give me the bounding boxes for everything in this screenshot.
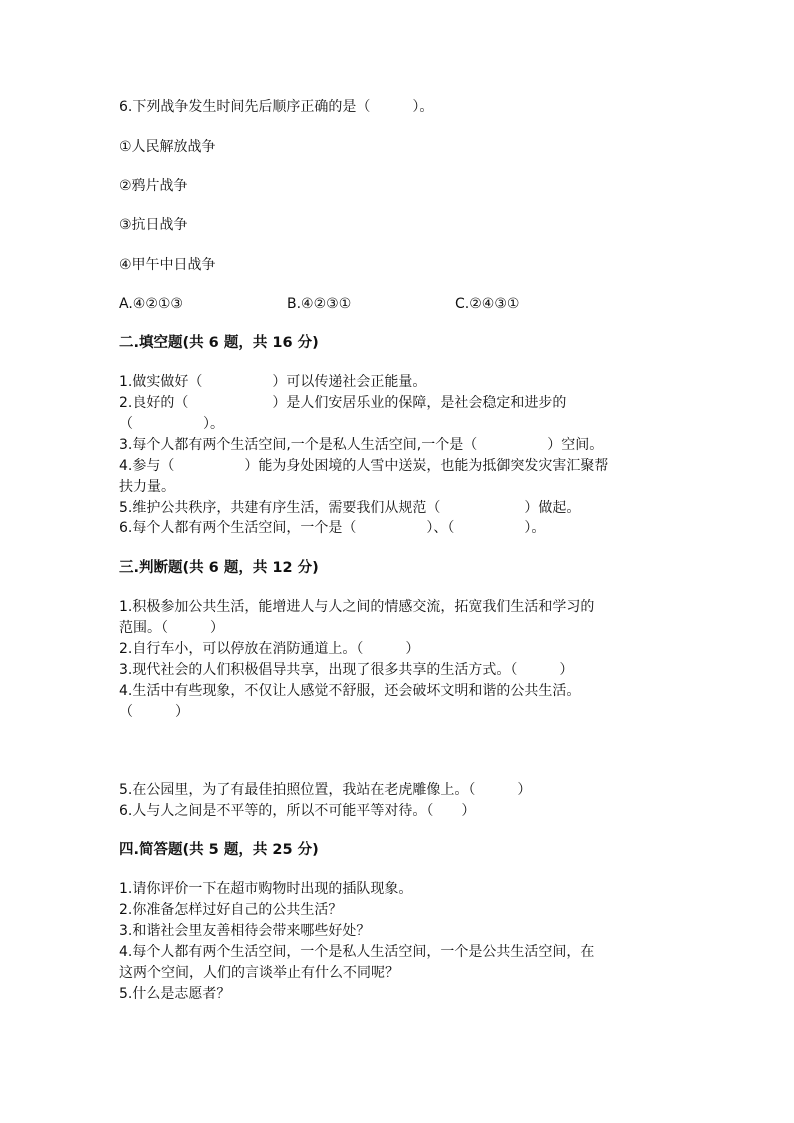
question-6-option-b: B.④②③① [287, 296, 352, 312]
question-6-option-c: C.②④③① [455, 296, 520, 312]
short-line-2: 2.你准备怎样过好自己的公共生活？ [119, 902, 343, 918]
judge-line-1: 1.积极参加公共生活，能增进人与人之间的情感交流，拓宽我们生活和学习的 [119, 599, 595, 615]
judge-line-2: 2.自行车小，可以停放在消防通道上。（ ） [119, 641, 420, 657]
fill-line-1: 1.做实做好（ ）可以传递社会正能量。 [119, 374, 427, 390]
fill-line-2-cont: （ ）。 [119, 416, 224, 432]
question-6-item-1: ①人民解放战争 [119, 139, 216, 155]
question-6-stem: 6.下列战争发生时间先后顺序正确的是（ ）。 [119, 99, 434, 115]
judge-line-6: 6.人与人之间是不平等的，所以不可能平等对待。（ ） [119, 803, 476, 819]
fill-line-5: 5.维护公共秩序，共建有序生活，需要我们从规范（ ）做起。 [119, 500, 581, 516]
short-line-1: 1.请你评价一下在超市购物时出现的插队现象。 [119, 881, 413, 897]
question-6-option-a: A.④②①③ [119, 296, 183, 312]
question-6-item-3: ③抗日战争 [119, 217, 188, 233]
short-line-5: 5.什么是志愿者？ [119, 986, 231, 1002]
judge-line-5: 5.在公园里，为了有最佳拍照位置，我站在老虎雕像上。（ ） [119, 782, 532, 798]
judge-line-4-cont: （ ） [119, 704, 189, 720]
judge-line-1-cont: 范围。（ ） [119, 620, 224, 636]
judge-line-3: 3.现代社会的人们积极倡导共享，出现了很多共享的生活方式。（ ） [119, 662, 574, 678]
short-line-4: 4.每个人都有两个生活空间，一个是私人生活空间，一个是公共生活空间，在 [119, 944, 595, 960]
section-short-heading: 四.简答题(共 5 题，共 25 分) [119, 842, 319, 858]
judge-line-4: 4.生活中有些现象，不仅让人感觉不舒服，还会破坏文明和谐的公共生活。 [119, 683, 581, 699]
fill-line-3: 3.每个人都有两个生活空间,一个是私人生活空间,一个是（ ）空间。 [119, 437, 604, 453]
short-line-4-cont: 这两个空间，人们的言谈举止有什么不同呢？ [119, 965, 399, 981]
fill-line-6: 6.每个人都有两个生活空间，一个是（ ）、（ ）。 [119, 520, 546, 536]
fill-line-4-cont: 扶力量。 [119, 479, 175, 495]
question-6-item-4: ④甲午中日战争 [119, 257, 216, 273]
section-judge-heading: 三.判断题(共 6 题，共 12 分) [119, 560, 319, 576]
question-6-item-2: ②鸦片战争 [119, 178, 188, 194]
fill-line-4: 4.参与（ ）能为身处困境的人雪中送炭，也能为抵御突发灾害汇聚帮 [119, 458, 609, 474]
section-fill-heading: 二.填空题(共 6 题，共 16 分) [119, 335, 319, 351]
short-line-3: 3.和谐社会里友善相待会带来哪些好处？ [119, 923, 371, 939]
fill-line-2: 2.良好的（ ）是人们安居乐业的保障，是社会稳定和进步的 [119, 395, 567, 411]
